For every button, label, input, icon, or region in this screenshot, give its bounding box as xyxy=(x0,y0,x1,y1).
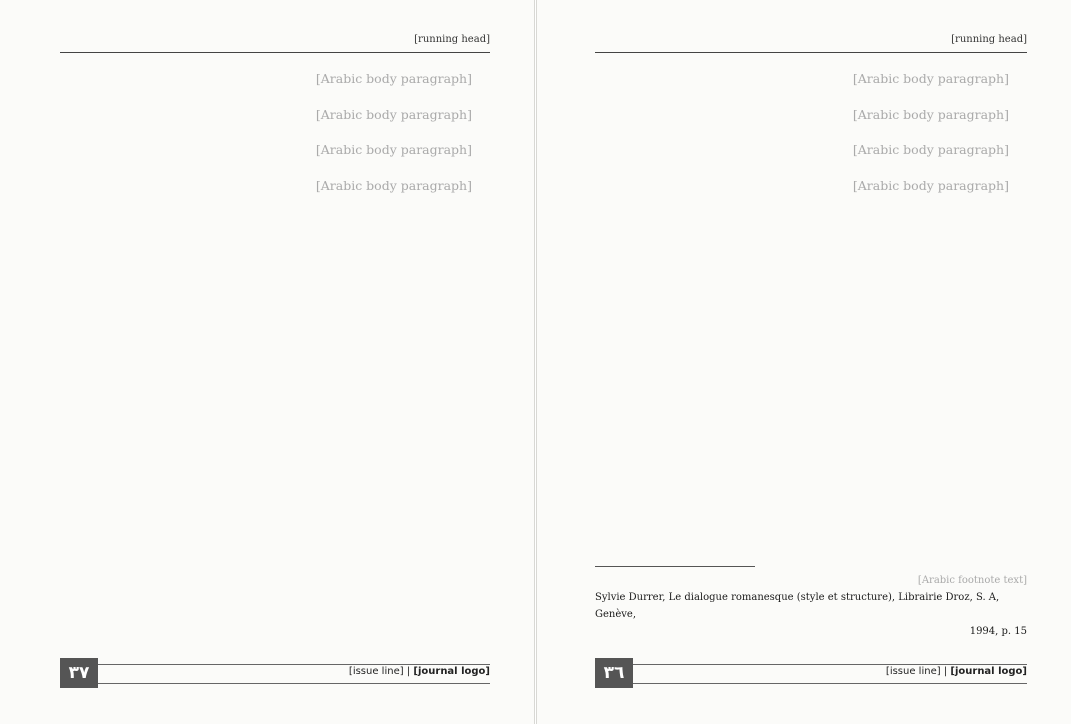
paragraph: [Arabic body paragraph] xyxy=(852,142,1009,157)
footnote-rule xyxy=(595,566,755,567)
footer-label: [journal logo] | [issue line] xyxy=(885,666,1027,677)
paragraph: [Arabic body paragraph] xyxy=(315,71,472,86)
page-footer xyxy=(595,658,1027,688)
footer-issue-text: [issue line] xyxy=(348,666,404,677)
body-text xyxy=(595,66,1027,208)
footnote-citation: Sylvie Durrer, Le dialogue romanesque (style et structure), Librairie Droz, S. A, Genève, xyxy=(595,592,1000,620)
body-text xyxy=(60,66,490,208)
journal-logo: [journal logo] xyxy=(413,666,490,677)
paragraph: [Arabic body paragraph] xyxy=(852,106,1009,122)
running-head: [running head] xyxy=(951,34,1027,45)
paragraph: [Arabic body paragraph] xyxy=(852,177,1009,193)
footer-label: [journal logo] | [issue line] xyxy=(348,666,490,677)
left-page xyxy=(0,0,535,724)
footer-issue-text: [issue line] xyxy=(885,666,941,677)
paragraph: [Arabic body paragraph] xyxy=(315,106,472,122)
running-head: [running head] xyxy=(414,34,490,45)
paragraph: [Arabic body paragraph] xyxy=(315,142,472,157)
journal-logo: [journal logo] xyxy=(950,666,1027,677)
header-rule xyxy=(595,52,1027,53)
page-number: ٣٧ xyxy=(60,658,98,688)
paragraph: [Arabic body paragraph] xyxy=(315,177,472,193)
paragraph: [Arabic body paragraph] xyxy=(852,71,1009,86)
page-footer xyxy=(60,658,490,688)
footnotes xyxy=(595,572,1027,640)
page-number: ٣٦ xyxy=(595,658,633,688)
header-rule xyxy=(60,52,490,53)
footnote-citation-year: 1994, p. 15 xyxy=(969,626,1027,637)
footnote-arabic: [Arabic footnote text] xyxy=(917,575,1027,586)
right-page xyxy=(536,0,1071,724)
